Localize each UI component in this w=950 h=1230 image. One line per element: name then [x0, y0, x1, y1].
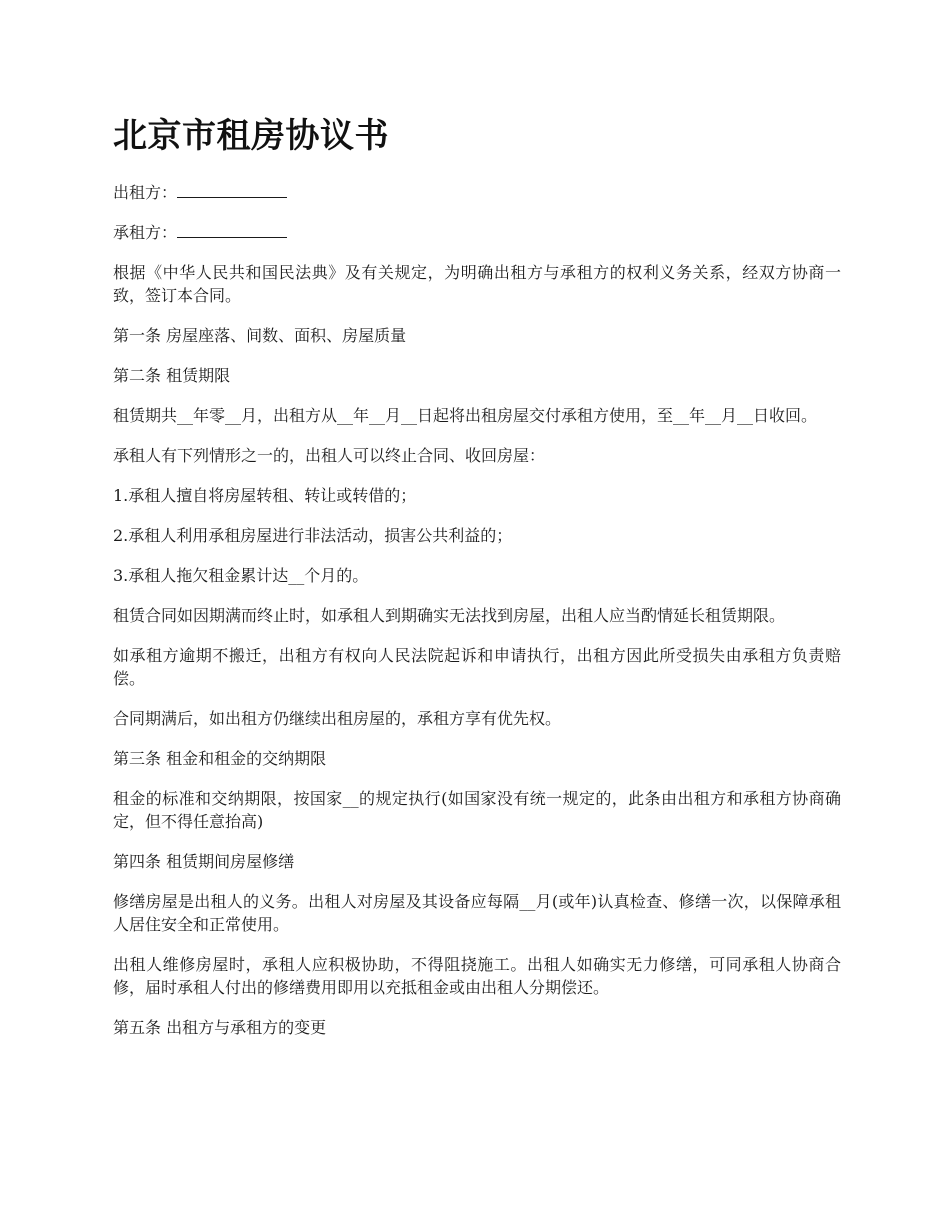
paragraph: 根据《中华人民共和国民法典》及有关规定，为明确出租方与承租方的权利义务关系，经双方协商一致，签订本合同。	[113, 263, 841, 305]
lessor-line	[113, 181, 841, 204]
article-heading-4: 第四条 租赁期间房屋修缮	[113, 852, 295, 871]
lessee-label: 承租方：	[113, 223, 178, 242]
lessor-label: 出租方：	[113, 183, 178, 202]
paragraph: 承租人有下列情形之一的，出租人可以终止合同、收回房屋：	[113, 446, 546, 465]
paragraph: 租赁合同如因期满而终止时，如承租人到期确实无法找到房屋，出租人应当酌情延长租赁期限。	[113, 606, 786, 625]
paragraph: 租赁期共__年零__月，出租方从__年__月__日起将出租房屋交付承租方使用，至__年__月__日收回。	[113, 406, 818, 425]
paragraph: 修缮房屋是出租人的义务。出租人对房屋及其设备应每隔__月(或年)认真检查、修缮一次，以保障承租人居住安全和正常使用。	[113, 892, 841, 934]
lessee-blank	[177, 221, 287, 238]
article-heading-1: 第一条 房屋座落、间数、面积、房屋质量	[113, 326, 407, 345]
list-item: 3.承租人拖欠租金累计达__个月的。	[113, 566, 369, 585]
article-heading-2: 第二条 租赁期限	[113, 366, 231, 385]
article-heading-5: 第五条 出租方与承租方的变更	[113, 1018, 327, 1037]
document-title: 北京市租房协议书	[113, 116, 389, 156]
lessee-line	[113, 221, 841, 244]
paragraph: 出租人维修房屋时，承租人应积极协助，不得阻挠施工。出租人如确实无力修缮，可同承租人协商合修，届时承租人付出的修缮费用即用以充抵租金或由出租人分期偿还。	[113, 955, 841, 997]
list-item: 2.承租人利用承租房屋进行非法活动，损害公共利益的；	[113, 526, 513, 545]
paragraph: 租金的标准和交纳期限，按国家__的规定执行(如国家没有统一规定的，此条由出租方和承租方协商确定，但不得任意抬高)	[113, 789, 841, 831]
document-body	[113, 181, 841, 1056]
paragraph: 合同期满后，如出租方仍继续出租房屋的，承租方享有优先权。	[113, 709, 562, 728]
article-heading-3: 第三条 租金和租金的交纳期限	[113, 749, 327, 768]
list-item: 1.承租人擅自将房屋转租、转让或转借的；	[113, 486, 417, 505]
lessor-blank	[177, 181, 287, 198]
paragraph: 如承租方逾期不搬迁，出租方有权向人民法院起诉和申请执行，出租方因此所受损失由承租方负责赔偿。	[113, 646, 841, 688]
